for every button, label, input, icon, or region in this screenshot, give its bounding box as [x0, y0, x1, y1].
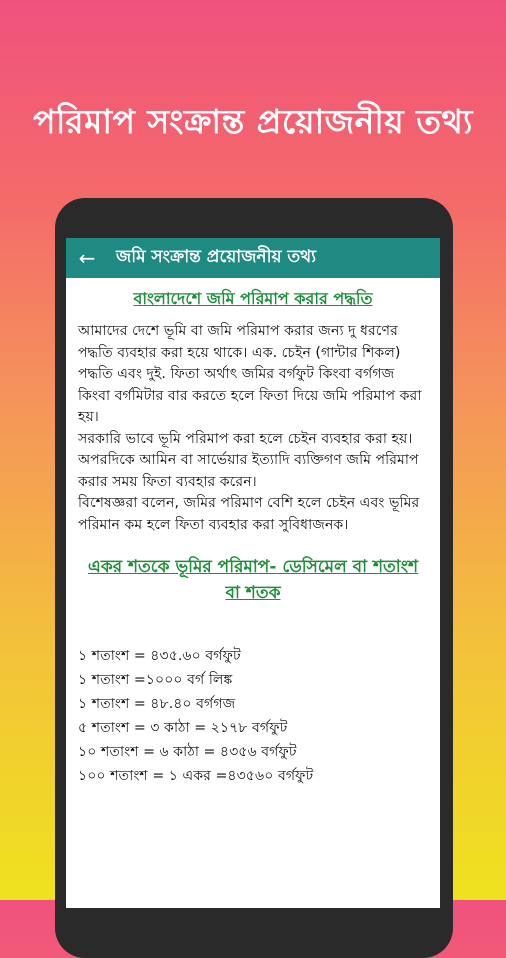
app-screen	[66, 238, 440, 908]
paragraph: আমাদের দেশে ভূমি বা জমি পরিমাপ করার জন্য দু ধরণের পদ্ধতি ব্যবহার করা হয়ে থাকে। এক. চেইন (গান্টার শিকল) পদ্ধতি এবং দুই. ফিতা অর্থাৎ জমির বর্গফুট কিংবা বর্গগজ কিংবা বর্গমিটার বার করতে হলে ফিতা দিয়ে জমি পরিমাপ করা হয়।	[78, 323, 422, 425]
conversion-row: ৫ শতাংশ = ৩ কাঠা = ২১৭৮ বর্গফুট	[78, 720, 288, 736]
arrow-left-icon: ←	[78, 246, 96, 270]
conversion-row: ১০ শতাংশ = ৬ কাঠা = ৪৩৫৬ বর্গফুট	[78, 744, 297, 760]
paragraph: সরকারি ভাবে ভূমি পরিমাপ করা হলে চেইন ব্যবহার করা হয়। অপরদিকে আমিন বা সার্ভেয়ার ইত্যাদি ব্যক্তিগণ জমি পরিমাপ করার সময় ফিতা ব্যবহার করেন।	[78, 430, 419, 490]
conversion-list	[78, 644, 428, 788]
article-content	[66, 278, 440, 788]
app-bar	[66, 238, 440, 278]
conversion-row: ১ শতাংশ = ৪৩৫.৬০ বর্গফুট	[78, 648, 241, 664]
section-heading-measurement-method: বাংলাদেশে জমি পরিমাপ করার পদ্ধতি	[133, 289, 373, 308]
paragraph: বিশেষজ্ঞরা বলেন, জমির পরিমাণ বেশি হলে চেইন এবং ভূমির পরিমান কম হলে ফিতা ব্যবহার করা সুবিধাজনক।	[78, 495, 420, 533]
section-heading-acre-decimal: একর শতকে ভূমির পরিমাপ- ডেসিমেল বা শতাংশ বা শতক	[87, 557, 419, 603]
app-title: জমি সংক্রান্ত প্রয়োজনীয় তথ্য	[116, 247, 317, 267]
promo-title: পরিমাপ সংক্রান্ত প্রয়োজনীয় তথ্য	[33, 102, 473, 141]
conversion-row: ১ শতাংশ =১০০০ বর্গ লিঙ্ক	[78, 672, 233, 688]
conversion-row: ১০০ শতাংশ = ১ একর =৪৩৫৬০ বর্গফুট	[78, 768, 314, 784]
back-button[interactable]	[66, 238, 108, 278]
conversion-row: ১ শতাংশ = ৪৮.৪০ বর্গগজ	[78, 696, 236, 712]
